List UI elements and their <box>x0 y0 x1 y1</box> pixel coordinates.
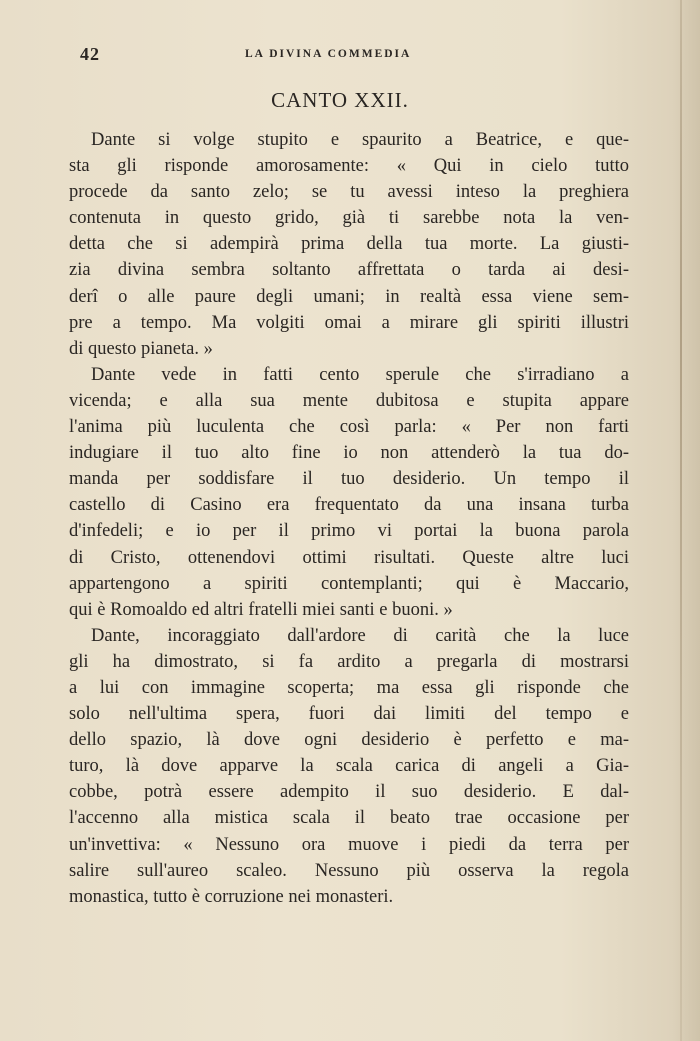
text-line: a lui con immagine scoperta; ma essa gli risponde che <box>69 677 629 698</box>
text-line: zia divina sembra soltanto affrettata o tarda ai desi- <box>69 260 629 281</box>
canto-title: CANTO XXII. <box>271 88 409 112</box>
text-line: di questo pianeta. » <box>69 338 213 359</box>
text-line: appartengono a spiriti contemplanti; qui è Maccario, <box>69 573 629 594</box>
text-line: pre a tempo. Ma volgiti omai a mirare gli spiriti illustri <box>69 312 629 333</box>
text-line: l'accenno alla mistica scala il beato trae occasione per <box>69 808 629 829</box>
text-line: monastica, tutto è corruzione nei monasteri. <box>69 886 394 907</box>
text-line: salire sull'aureo scaleo. Nessuno più osserva la regola <box>69 860 629 881</box>
text-line: un'invettiva: « Nessuno ora muove i piedi da terra per <box>69 834 629 855</box>
text-line: gli ha dimostrato, si fa ardito a pregarla di mostrarsi <box>69 651 629 672</box>
text-line: detta che si adempirà prima della tua morte. La giusti- <box>69 234 629 255</box>
text-line: qui è Romoaldo ed altri fratelli miei santi e buoni. » <box>69 599 453 620</box>
text-line: manda per soddisfare il tuo desiderio. Un tempo il <box>69 469 629 490</box>
running-title: LA DIVINA COMMEDIA <box>245 48 412 60</box>
text-line: turo, là dove apparve la scala carica di angeli a Gia- <box>69 756 629 777</box>
text-line: d'infedeli; e io per il primo vi portai la buona parola <box>69 521 629 542</box>
text-line: procede da santo zelo; se tu avessi inteso la preghiera <box>69 182 629 203</box>
text-line: vicenda; e alla sua mente dubitosa e stupita appare <box>69 390 629 411</box>
body-text <box>69 127 629 910</box>
page-header <box>80 44 630 70</box>
text-line: Dante vede in fatti cento sperule che s'irradiano a <box>91 364 629 385</box>
text-line: dello spazio, là dove ogni desiderio è perfetto e ma- <box>69 730 629 751</box>
text-line: derî o alle paure degli umani; in realtà essa viene sem- <box>69 286 629 307</box>
text-line: Dante, incoraggiato dall'ardore di carità che la luce <box>91 625 629 646</box>
text-line: indugiare il tuo alto fine io non attenderò la tua do- <box>69 443 629 464</box>
text-line: l'anima più luculenta che così parla: « Per non farti <box>69 417 629 438</box>
text-line: castello di Casino era frequentato da una insana turba <box>69 495 629 516</box>
text-line: Dante si volge stupito e spaurito a Beatrice, e que- <box>91 130 629 150</box>
text-line: cobbe, potrà essere adempito il suo desiderio. E dal- <box>69 782 629 803</box>
text-line: sta gli risponde amorosamente: « Qui in cielo tutto <box>69 156 629 177</box>
page-number: 42 <box>80 44 100 64</box>
text-line: solo nell'ultima spera, fuori dai limiti del tempo e <box>69 704 629 725</box>
page-edge <box>680 0 682 1041</box>
text-line: contenuta in questo grido, già ti sarebbe nota la ven- <box>69 208 629 229</box>
text-line: di Cristo, ottenendovi ottimi risultati. Queste altre luci <box>69 547 629 568</box>
